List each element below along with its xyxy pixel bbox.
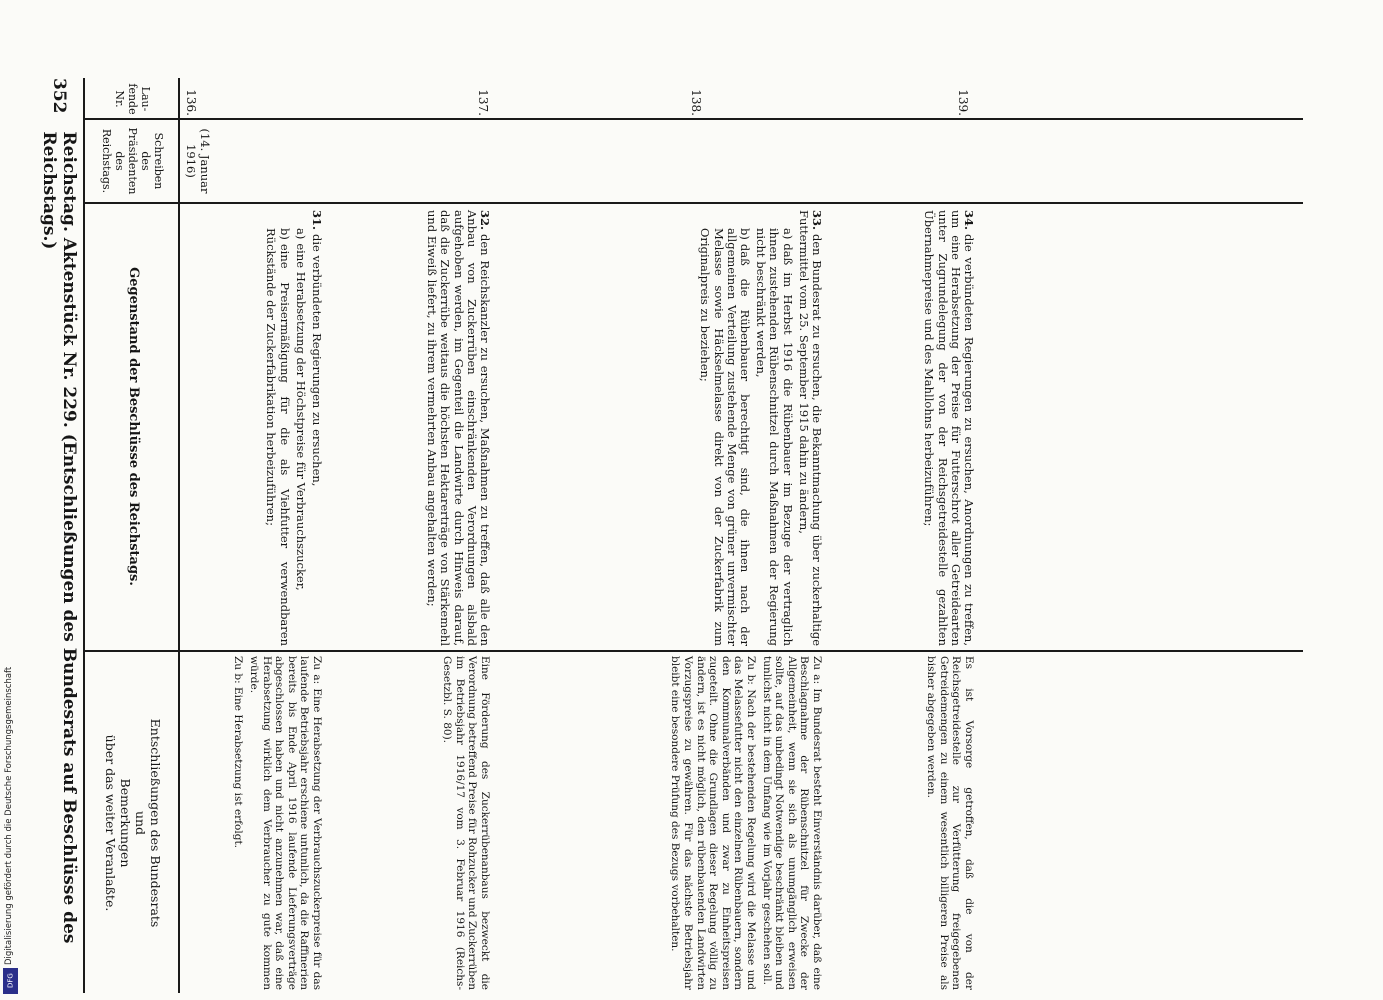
decision-cell: Eine Förderung des Zuckerrübenanbaus bezweckt die Verordnung betreffend Preise für Rohzucker und Zuckerrüben im Betriebsjahr 1916/17 vom 3. Februar 1916 (Reichs-Gesetzbl. S. 80). (441, 656, 491, 990)
decision-cell: Zu a: Eine Herabsetzung der Verbrauchszuckerpreise für das laufende Betriebsjahr erschiene untunlich, da die Raffinerien bereits bis Ende April 1916 laufende Lieferungsverträge abgeschlossen haben und nicht anzunehmen war, daß eine Herabsetzung wirklich dem Verbraucher zu gute kommen würde. Zu b: Eine Herabsetzung ist erfolgt. (232, 656, 323, 990)
decision-cell: Zu a: Im Bundesrat besteht Einverständnis darüber, daß eine Beschlagnahme der Rübenschnitzel für Zwecke der Allgemeinheit, wenn sie sich als unumgänglich erweisen sollte, auf das unbedingt Notwendige beschränkt bleiben und tunlichst nicht in dem Umfang wie im Vorjahr geschehen soll. Zu b: Nach der bestehenden Regelung wird die Melasse und das Melassefutter nicht den einzelnen Rübenbauern, sondern den Kommunalverbänden und zwar zu Einheitspreisen zugeteilt. Ohne die Grundlagen dieser Regelung völlig zu ändern, ist es nicht möglich, den rübenbauenden Landwirten Vorzugspreise zu gewähren. Für das nächste Betriebsjahr bleibt eine besondere Prüfung des Bezugs vorbehalten. (669, 656, 823, 990)
row-number: 139. (956, 89, 970, 116)
resolution-item: 34.die verbündeten Regierungen zu ersuchen, Anordnungen zu treffen, um eine Herabsetzung der Preise für Futterschrot aller Getreidearten unter Zugrundelegung der von der Reichsgetreidestelle gezahlten Übernahmepreise und des Mahllohns herbeizuführen; (922, 210, 976, 646)
running-head: Reichstag. Aktenstück Nr. 229. (Entschließungen des Bundesrats auf Beschlüsse des Reichstags.) (39, 131, 79, 944)
decision-cell: Es ist Vorsorge getroffen, daß die von der Reichsgetreidestelle zur Verfütterung freigegebenen Getreidemengen zu einem wesentlich billigeren Preise als bisher abgegeben werden. (925, 656, 975, 990)
column-head-decision: Entschließungen des Bundesrats und Bemerkungen über das weiter Veranlaßte. (103, 718, 163, 928)
subject-cell (503, 210, 823, 646)
rule-col-nr (85, 118, 1303, 120)
resolution-item: 31.die verbündeten Regierungen zu ersuchen, (310, 210, 324, 487)
column-head-nr: Lau- fende Nr. (113, 83, 153, 115)
page-header (36, 78, 82, 993)
resolution-subitem: b)eine Preisermäßigung für die als Viehfutter verwendbaren Rückstände der Zuckerfabrikation herbeizuführen; (264, 228, 292, 646)
rule-col-subject (85, 650, 1303, 652)
resolution-item: 32.den Reichskanzler zu ersuchen, Maßnahmen zu treffen, daß alle den Anbau von Zuckerrüben einschränkenden Verordnungen alsbald aufgehoben werden, im Gegenteil die Landwirte durch Hinweis darauf, daß die Zuckerrübe weitaus die höchsten Hektarerträge von Stärkemehl und Eiweiß liefert, zu ihrem vermehrten Anbau angehalten werden; (425, 210, 492, 646)
subject-cell (351, 210, 491, 646)
resolution-subitem: a)daß im Herbst 1916 die Rübenbauer im Bezuge der vertraglich ihnen zustehenden Rübenschnitzel durch Maßnahmen der Regierung nicht beschränkt werden, (754, 228, 795, 646)
row-number: 136. (184, 89, 198, 116)
letter-date: (14. Januar 1916) (184, 128, 212, 194)
row-number: 137. (476, 89, 490, 116)
funding-note: Digitalisierung gefördert durch die Deutsche Forschungsgemeinschaft (4, 666, 14, 965)
resolution-subitem: b)daß die Rübenbauer berechtigt sind, die ihnen nach der allgemeinen Verteilung zustehende Menge von grüner unvermischter Melasse sowie Häckselmelasse direkt von der Zuckerfabrik zum Originalpreis zu beziehen; (698, 228, 752, 646)
subject-cell (835, 210, 975, 646)
subject-cell (183, 210, 323, 646)
resolution-subitem: a)eine Herabsetzung der Höchstpreise für Verbrauchszucker, (293, 228, 308, 591)
row-number: 138. (689, 89, 703, 116)
dfg-logo: DFG (3, 968, 18, 994)
column-head-subject: Gegenstand der Beschlüsse des Reichstags. (126, 267, 141, 586)
rule-col-date (85, 202, 1303, 204)
column-head-letter: Schreiben des Präsidenten des Reichstags. (100, 127, 166, 195)
page-number: 352 (49, 78, 69, 114)
rule-top (83, 78, 85, 993)
resolution-item: 33.den Bundesrat zu ersuchen, die Bekanntmachung über zuckerhaltige Futtermittel vom 25. September 1915 dahin zu ändern, (796, 210, 824, 646)
